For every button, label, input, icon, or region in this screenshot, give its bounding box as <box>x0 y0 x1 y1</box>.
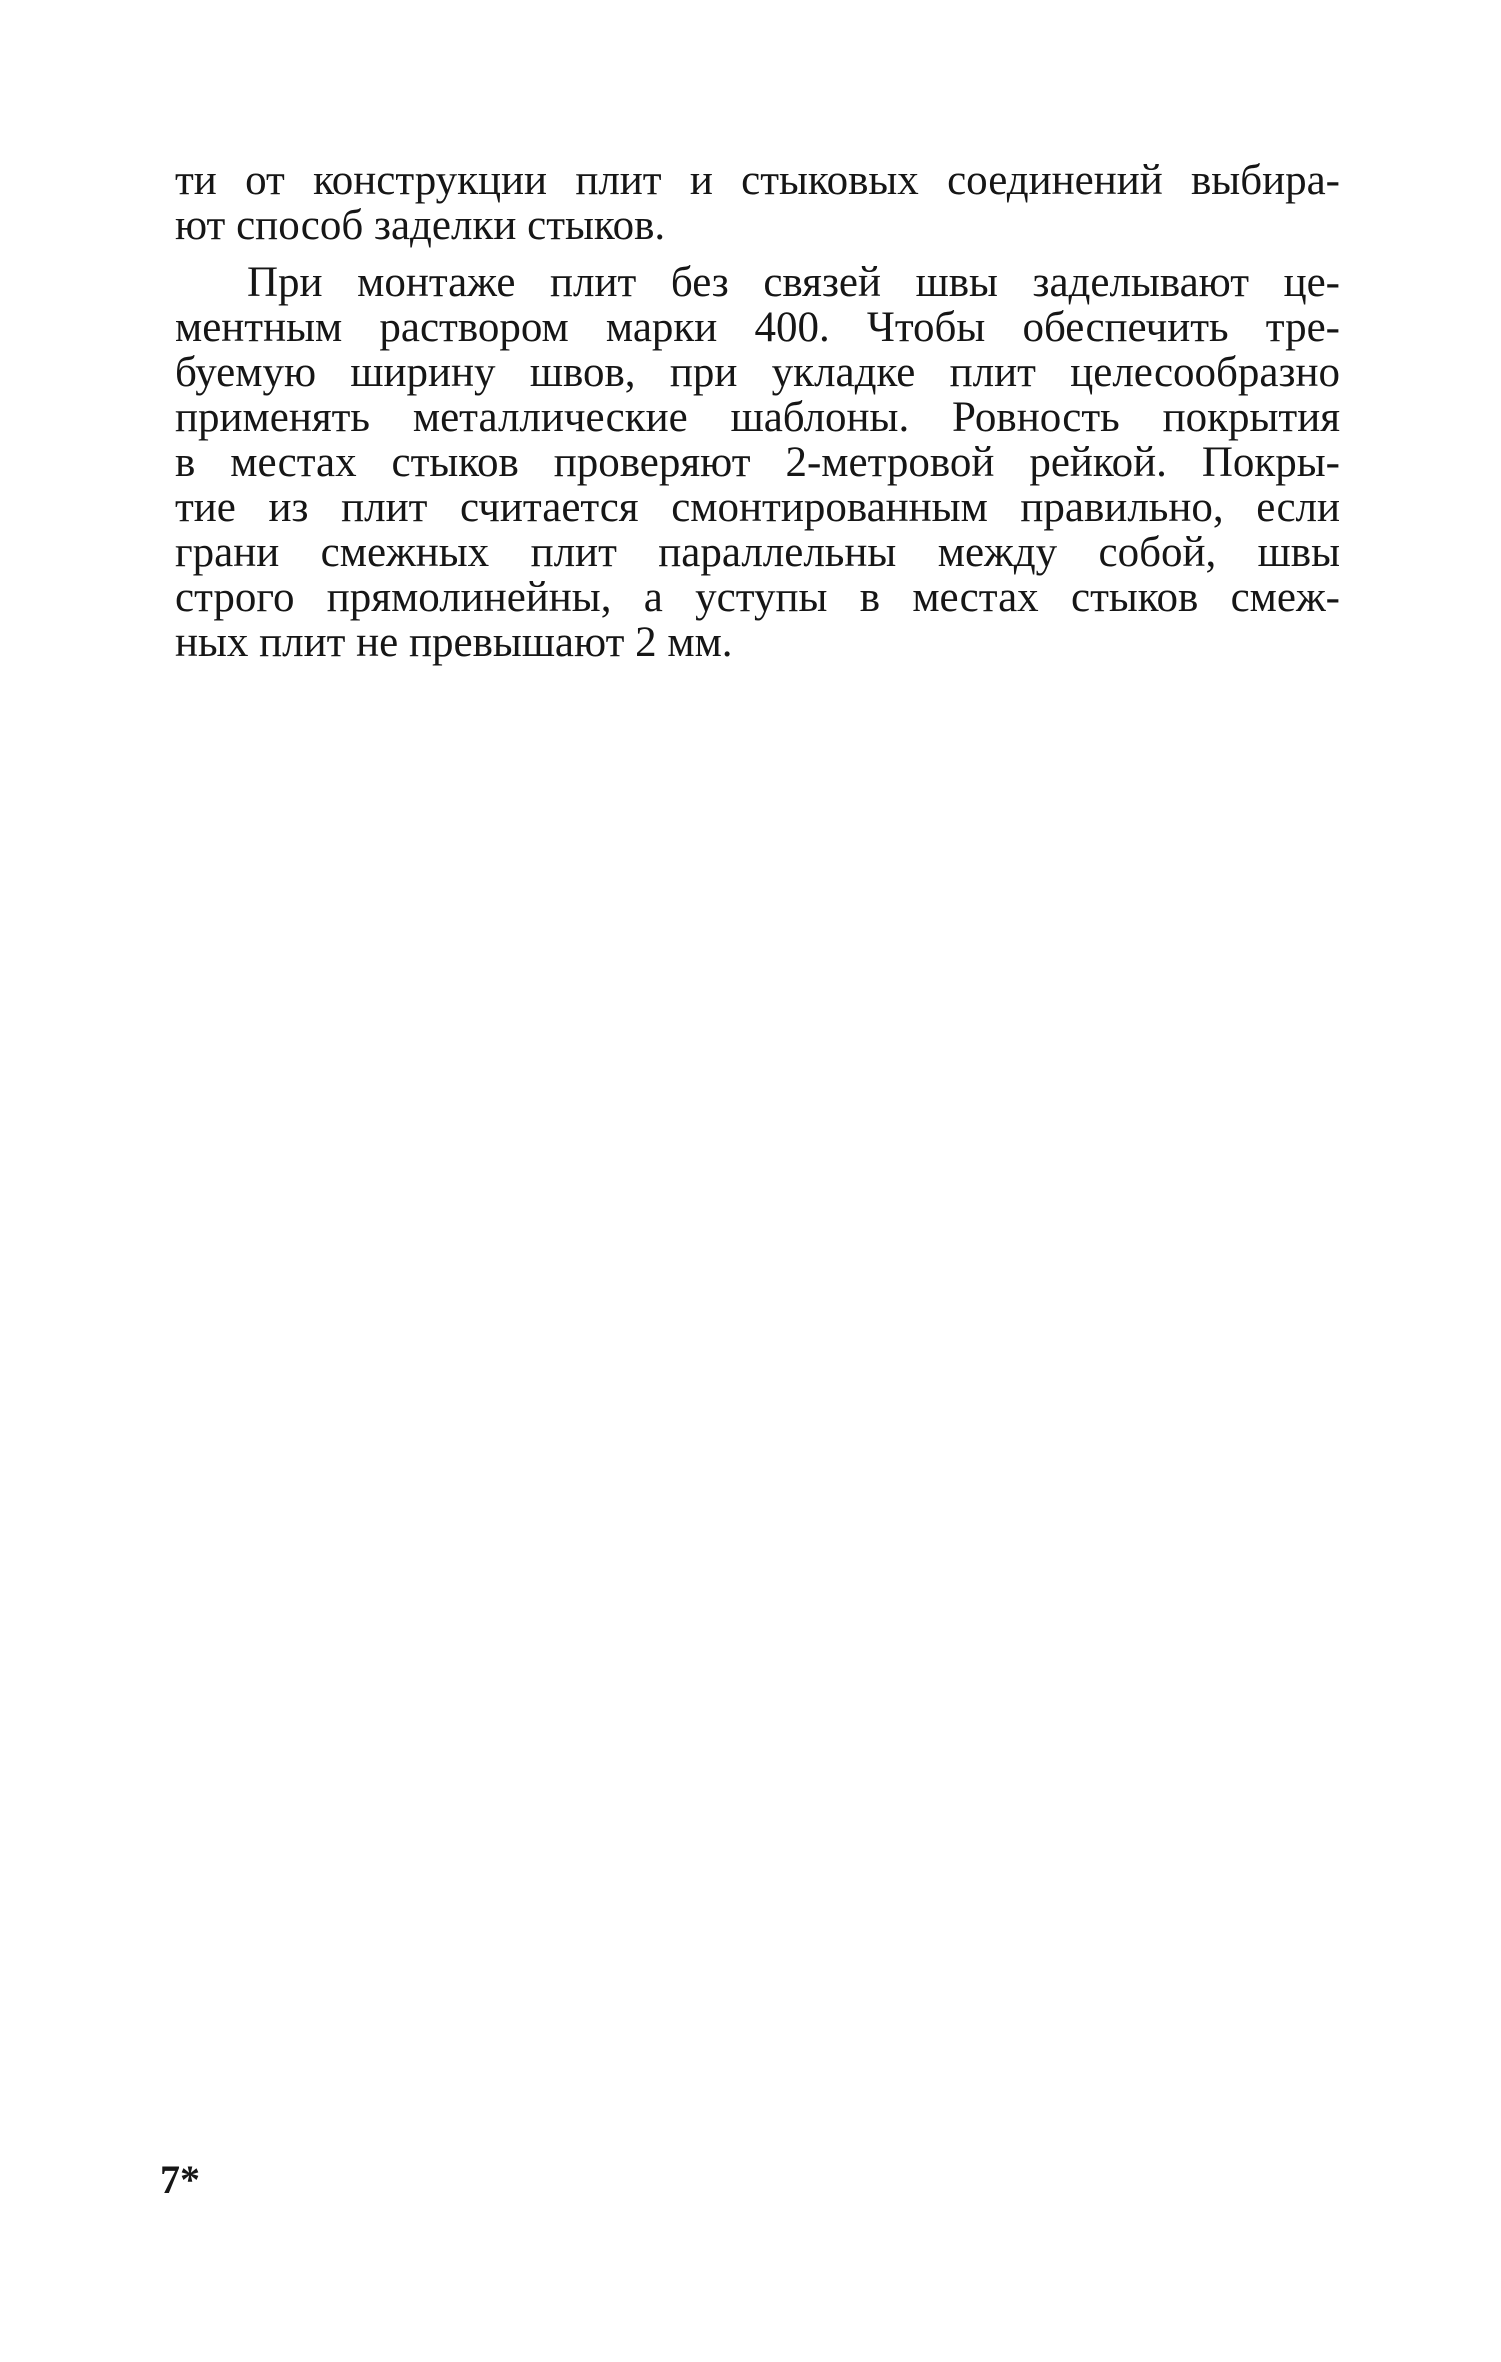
body-text <box>175 158 1340 665</box>
text-line: грани смежных плит параллельны между собой, швы <box>175 529 1340 576</box>
text-line: При монтаже плит без связей швы заделывают це- <box>247 259 1340 306</box>
paragraph-continued <box>175 158 1340 248</box>
text-line: ментным раствором марки 400. Чтобы обеспечить тре- <box>175 304 1340 351</box>
printer-signature-mark: 7* <box>160 2157 200 2202</box>
paragraph-installation <box>175 260 1340 665</box>
text-line: ти от конструкции плит и стыковых соединений выбира- <box>175 157 1340 204</box>
text-line: ют способ заделки стыков. <box>175 202 666 249</box>
text-line: применять металлические шаблоны. Ровность покрытия <box>175 394 1340 441</box>
text-line: буемую ширину швов, при укладке плит целесообразно <box>175 349 1340 396</box>
text-line: в местах стыков проверяют 2-метровой рейкой. Покры- <box>175 439 1340 486</box>
text-line: ных плит не превышают 2 мм. <box>175 619 733 666</box>
text-line: строго прямолинейны, а уступы в местах стыков смеж- <box>175 574 1340 621</box>
text-line: тие из плит считается смонтированным правильно, если <box>175 484 1340 531</box>
